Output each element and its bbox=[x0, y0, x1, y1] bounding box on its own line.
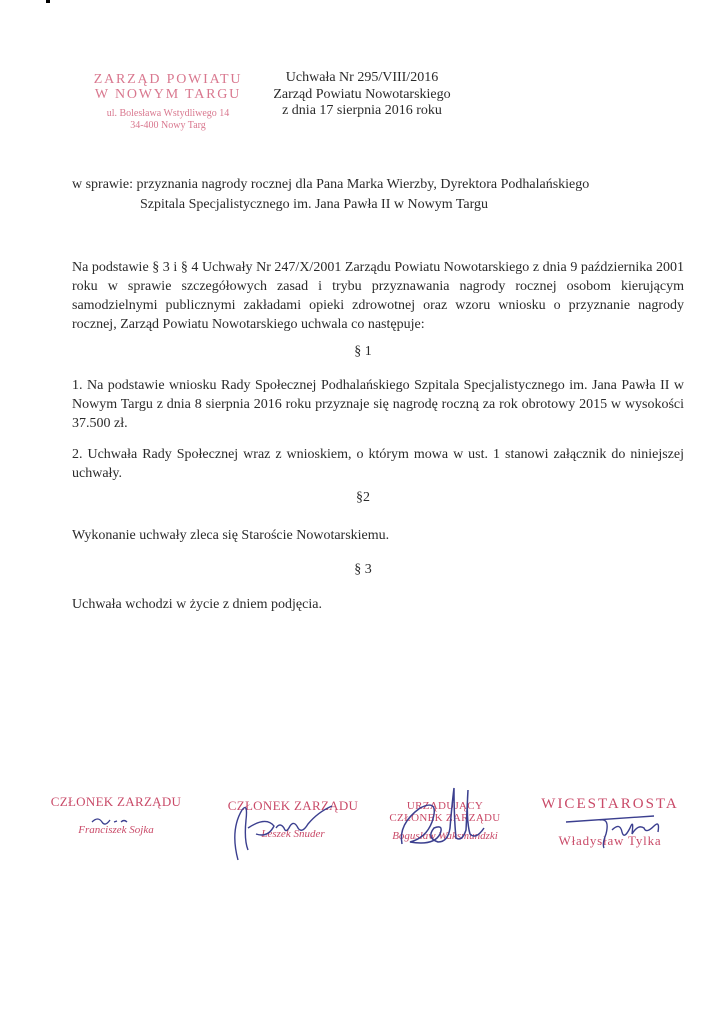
section-1-heading: § 1 bbox=[354, 344, 372, 359]
signature-name: Władysław Tylka bbox=[558, 833, 662, 848]
resolution-number: Uchwała Nr 295/VIII/2016 bbox=[285, 70, 439, 85]
signature-title: WICESTAROSTA bbox=[541, 796, 679, 812]
subject-line-2: Szpitala Specjalistycznego im. Jana Pawła II w Nowym Targu bbox=[140, 197, 489, 212]
signature-title: CZŁONEK ZARZĄDU bbox=[227, 798, 359, 813]
resolution-body: Zarząd Powiatu Nowotarskiego bbox=[273, 86, 451, 102]
signature-name: Leszek Snuder bbox=[261, 828, 325, 840]
scan-artifact bbox=[46, 0, 50, 3]
resolution-date: z dnia 17 sierpnia 2016 roku bbox=[282, 103, 442, 118]
handwritten-signature-1 bbox=[88, 812, 138, 830]
handwritten-signature-2 bbox=[224, 798, 364, 868]
stamp-city: 34-400 Nowy Targ bbox=[130, 120, 206, 131]
resolution-header bbox=[262, 70, 462, 120]
signature-name: Bogusław Waksmundzki bbox=[392, 830, 498, 842]
signature-name: Franciszek Sojka bbox=[78, 824, 154, 836]
signature-title: CZŁONEK ZARZĄDU bbox=[50, 794, 182, 809]
handwritten-signature-4 bbox=[560, 800, 690, 852]
section-2-heading: §2 bbox=[356, 490, 370, 505]
signature-title: URZĄDUJĄCY CZŁONEK ZARZĄDU bbox=[389, 800, 501, 824]
section-2-text: Wykonanie uchwały zleca się Staroście Nowotarskiemu. bbox=[72, 528, 390, 543]
stamp-line-1: ZARZĄD POWIATU bbox=[93, 72, 243, 87]
subject bbox=[72, 175, 672, 215]
subject-line-1: w sprawie: przyznania nagrody rocznej dla Pana Marka Wierzby, Dyrektora Podhalańskiego bbox=[72, 177, 590, 192]
office-stamp bbox=[78, 72, 258, 132]
section-3-heading: § 3 bbox=[354, 562, 372, 577]
legal-basis: Na podstawie § 3 i § 4 Uchwały Nr 247/X/2001 Zarządu Powiatu Nowotarskiego z dnia 9 października 2001 roku w sprawie szczegółowych zasad i trybu przyznawania nagrody rocznej osobom kierującym samodzielnymi publicznymi zakładami opieki zdrowotnej oraz wzoru wniosku o przyznanie nagrody rocznej, Zarząd Powiatu Nowotarskiego uchwala co następuje: bbox=[72, 260, 684, 332]
stamp-line-2: W NOWYM TARGU bbox=[94, 87, 242, 102]
section-3-text: Uchwała wchodzi w życie z dniem podjęcia. bbox=[72, 597, 322, 612]
section-1-item-2: 2. Uchwała Rady Społecznej wraz z wnioskiem, o którym mowa w ust. 1 stanowi załącznik do niniejszej uchwały. bbox=[72, 447, 684, 481]
stamp-street: ul. Bolesława Wstydliwego 14 bbox=[106, 108, 230, 119]
handwritten-signature-3 bbox=[392, 774, 502, 864]
section-1-item-1: 1. Na podstawie wniosku Rady Społecznej Podhalańskiego Szpitala Specjalistycznego im. Jana Pawła II w Nowym Targu z dnia 8 sierpnia 2016 roku przyznaje się nagrodę roczną za rok obrotowy 2015 w wysokości 37.500 zł. bbox=[72, 378, 684, 431]
